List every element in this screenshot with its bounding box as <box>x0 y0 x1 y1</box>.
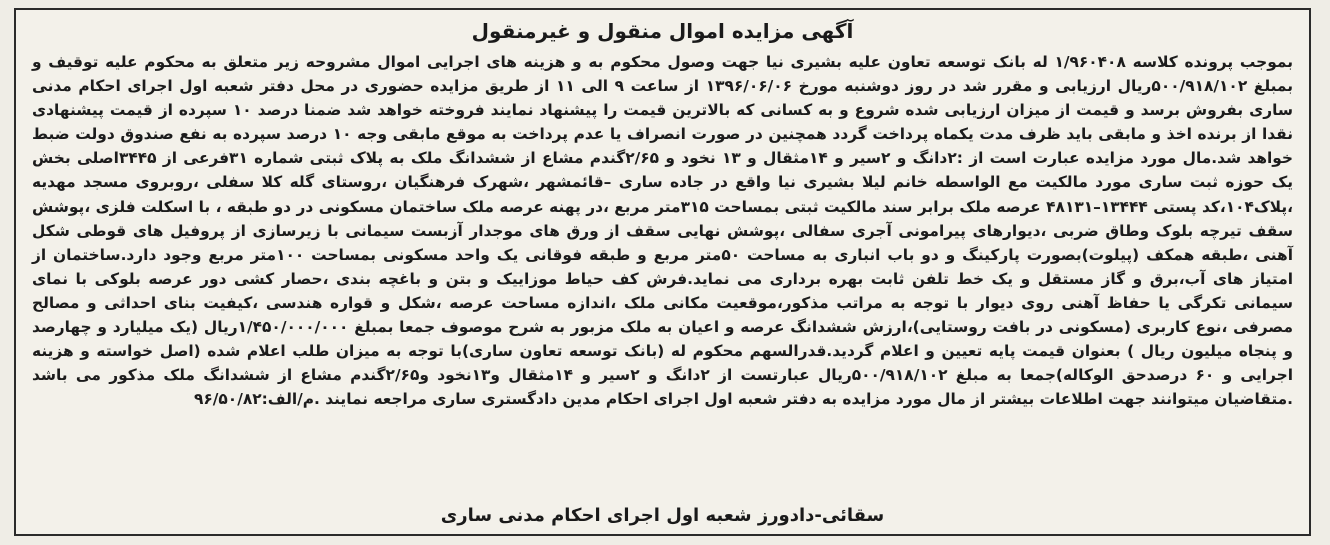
notice-frame <box>14 8 1311 536</box>
notice-signature: سقائی-دادورز شعبه اول اجرای احکام مدنی ساری <box>440 505 885 526</box>
notice-title: آگهی مزایده اموال منقول و غیرمنقول <box>471 19 854 43</box>
notice-body: بموجب پرونده کلاسه ۱/۹۶۰۴۰۸ له بانک توسعه تعاون علیه بشیری نیا جهت وصول محکوم به و هزینه های اجرایی اموال مشروحه زیر متعلق به محکوم علیه توقیف و بمبلغ ۵۰۰/۹۱۸/۱۰۲ریال ارزیابی و مقرر شد در روز دوشنبه مورخ ۱۳۹۶/۰۶/۰۶ از ساعت ۹ الی ۱۱ از طریق مزایده حضوری در محل دفتر شعبه اول اجرای احکام مدنی ساری بفروش برسد و قیمت از میزان ارزیابی شده شروع و به کسانی که بالاترین قیمت را پیشنهاد نمایند فروخته خواهد شد ضمنا درصد ۱۰ سپرده از قیمت پیشنهادی نقدا از برنده اخذ و مابقی باید ظرف مدت یکماه پرداخت گردد همچنین در صورت انصراف یا عدم پرداخت به موقع مابقی وجه ۱۰ درصد سپرده به نفع صندوق دولت ضبط خواهد شد.مال مورد مزایده عبارت است از :۲دانگ و ۲سیر و ۱۴مثقال و ۱۳ نخود و ۲/۶۵گندم مشاع از ششدانگ ملک به پلاک ثبتی شماره ۳۱فرعی از ۳۴۴۵اصلی بخش یک حوزه ثبت ساری مورد مالکیت مع الواسطه خانم لیلا بشیری نیا واقع در جاده ساری –قائمشهر ،شهرک فرهنگیان ،روستای گله کلا سفلی ،روبروی مسجد مهدیه ،پلاک۱۰۴،کد پستی ۱۳۴۴۴–۴۸۱۳۱ عرصه ملک برابر سند مالکیت ثبتی بمساحت ۳۱۵متر مربع ،در پهنه عرصه ملک ساختمان مسکونی در دو طبقه ، با اسکلت فلزی ،پوشش سقف تیرچه بلوک وطاق ضربی ،دیوارهای پیرامونی آجری سفالی ،پوشش نهایی سقف از ورق های موجدار آزبست سیمانی با زیرسازی از پروفیل های قوطی شکل آهنی ،طبقه همکف (پیلوت)بصورت پارکینگ و دو باب انباری به مساحت ۵۰متر مربع و طبقه فوقانی یک واحد مسکونی بمساحت ۱۰۰متر مربع وجود دارد.ساختمان از امتیاز های آب،برق و گاز مستقل و یک خط تلفن ثابت بهره برداری می نماید.فرش کف حیاط موزاییک و بتن و باغچه بندی ،حصار کشی دور عرصه بلوکی با نمای سیمانی تکرگی یا حفاظ آهنی روی دیوار با توجه به مراتب مذکور،موقعیت مکانی ملک ،اندازه مساحت عرصه ،شکل و قواره هندسی ،کیفیت بنای احداثی و مصالح مصرفی ،نوع کاربری (مسکونی در بافت روستایی)،ارزش ششدانگ عرصه و اعیان به ملک مزبور به شرح موصوف جمعا بمبلغ ۱/۴۵۰/۰۰۰/۰۰۰ریال (یک میلیارد و چهارصد و پنجاه میلیون ریال ) بعنوان قیمت پایه تعیین و اعلام گردید.قدرالسهم محکوم له (بانک توسعه تعاون ساری)با توجه به میزان طلب اعلام شده (اصل خواسته و هزینه اجرایی و ۶۰ درصدحق الوکاله)جمعا به مبلغ ۵۰۰/۹۱۸/۱۰۲ریال عبارتست از ۲دانگ و ۲سیر و ۱۴مثقال و۱۳نخود و۲/۶۵گندم مشاع از ششدانگ ملک مذکور می باشد .متقاضیان میتوانند جهت اطلاعات بیشتر از مال مورد مزایده به دفتر شعبه اول اجرای احکام مدین دادگستری ساری مراجعه نمایند .م/الف:۹۶/۵۰/۸۲ <box>32 53 1294 409</box>
